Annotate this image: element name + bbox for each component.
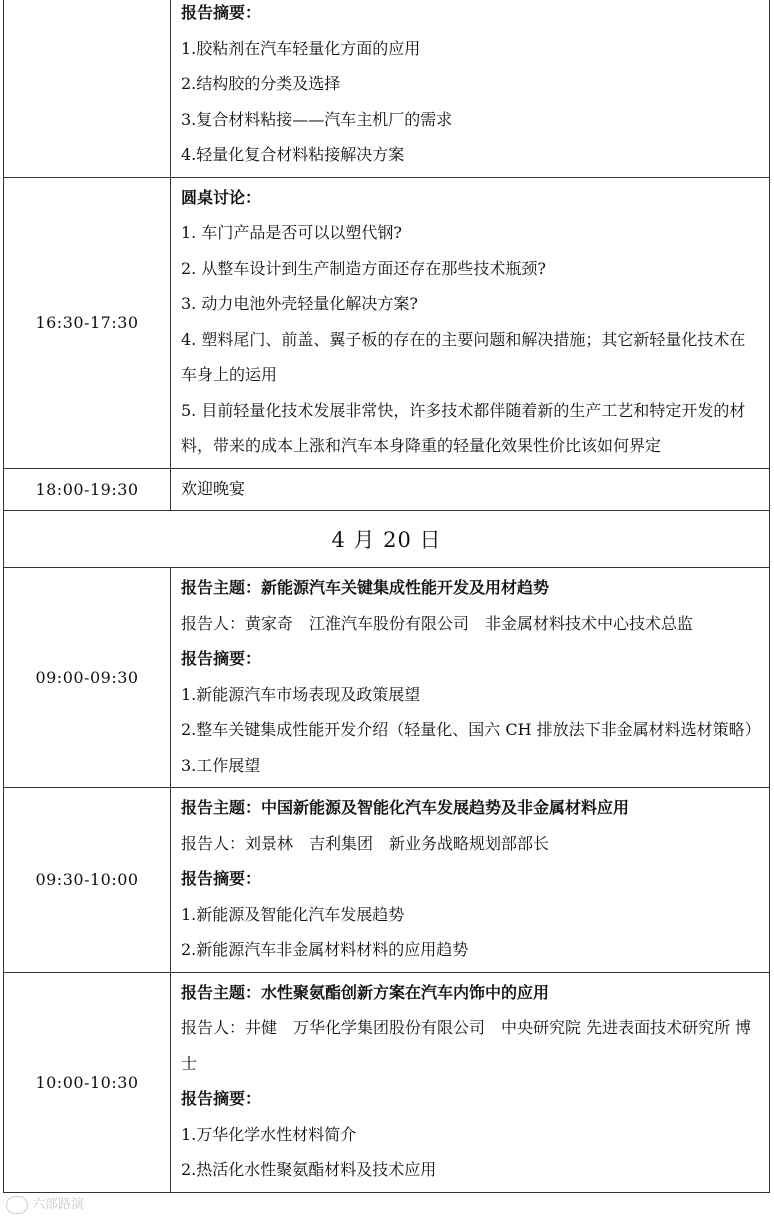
content-line: 3. 动力电池外壳轻量化解决方案? bbox=[181, 294, 418, 313]
schedule-row bbox=[4, 468, 770, 511]
content-cell bbox=[171, 0, 770, 177]
content-cell bbox=[171, 568, 770, 788]
section-heading: 报告主题：中国新能源及智能化汽车发展趋势及非金属材料应用 bbox=[181, 798, 630, 817]
time-cell: 18:00-19:30 bbox=[4, 468, 171, 511]
section-heading: 报告摘要： bbox=[181, 1089, 262, 1108]
speech-bubble-icon bbox=[6, 1196, 28, 1214]
content-line: 2.新能源汽车非金属材料材料的应用趋势 bbox=[181, 940, 469, 959]
watermark-text: 六部路演 bbox=[32, 1197, 85, 1212]
content-line: 5. 目前轻量化技术发展非常快，许多技术都伴随着新的生产工艺和特定开发的材料，带来的成本上涨和汽车本身降重的轻量化效果性价比该如何界定 bbox=[181, 400, 746, 455]
schedule-row bbox=[4, 788, 770, 973]
content-line: 报告人：刘景林 吉利集团 新业务战略规划部部长 bbox=[181, 833, 550, 853]
content-line: 1. 车门产品是否可以以塑代钢? bbox=[181, 223, 402, 242]
schedule-row bbox=[4, 0, 770, 177]
section-heading: 报告摘要： bbox=[181, 649, 262, 668]
content-line: 3.复合材料粘接——汽车主机厂的需求 bbox=[181, 109, 453, 129]
section-heading: 圆桌讨论： bbox=[181, 187, 262, 207]
schedule-table bbox=[3, 0, 770, 1193]
content-line: 2. 从整车设计到生产制造方面还存在那些技术瓶颈? bbox=[181, 258, 546, 278]
schedule-row bbox=[4, 177, 770, 468]
section-heading: 报告摘要： bbox=[181, 3, 262, 22]
content-cell bbox=[171, 468, 770, 511]
content-line: 1.新能源及智能化汽车发展趋势 bbox=[181, 904, 405, 924]
time-cell: 09:00-09:30 bbox=[4, 568, 171, 788]
section-heading: 报告摘要： bbox=[181, 869, 262, 888]
content-cell bbox=[171, 972, 770, 1192]
content-line: 2.热活化水性聚氨酯材料及技术应用 bbox=[181, 1160, 437, 1179]
content-line: 1.新能源汽车市场表现及政策展望 bbox=[181, 684, 421, 704]
watermark bbox=[6, 1193, 84, 1214]
content-line: 2.结构胶的分类及选择 bbox=[181, 74, 341, 93]
content-line: 1.胶粘剂在汽车轻量化方面的应用 bbox=[181, 38, 421, 58]
schedule-row bbox=[4, 568, 770, 788]
content-line: 4.轻量化复合材料粘接解决方案 bbox=[181, 145, 405, 164]
content-line: 欢迎晚宴 bbox=[181, 478, 246, 498]
content-cell bbox=[171, 177, 770, 468]
time-cell: 09:30-10:00 bbox=[4, 788, 171, 973]
schedule-row bbox=[4, 972, 770, 1192]
date-row bbox=[4, 511, 770, 568]
content-line: 4. 塑料尾门、前盖、翼子板的存在的主要问题和解决措施；其它新轻量化技术在车身上的运用 bbox=[181, 329, 746, 384]
section-heading: 报告主题：新能源汽车关键集成性能开发及用材趋势 bbox=[181, 578, 550, 597]
time-cell: 16:30-17:30 bbox=[4, 177, 171, 468]
time-cell: 10:00-10:30 bbox=[4, 972, 171, 1192]
section-heading: 报告主题：水性聚氨酯创新方案在汽车内饰中的应用 bbox=[181, 982, 550, 1002]
date-header: 4 月 20 日 bbox=[4, 511, 770, 568]
content-line: 2.整车关键集成性能开发介绍（轻量化、国六 CH 排放法下非金属材料选材策略） bbox=[181, 720, 761, 739]
content-line: 1.万华化学水性材料简介 bbox=[181, 1124, 357, 1144]
content-line: 报告人：井健 万华化学集团股份有限公司 中央研究院 先进表面技术研究所 博士 bbox=[181, 1018, 752, 1073]
content-line: 3.工作展望 bbox=[181, 755, 261, 775]
content-cell bbox=[171, 788, 770, 973]
time-cell bbox=[4, 0, 171, 177]
content-line: 报告人：黄家奇 江淮汽车股份有限公司 非金属材料技术中心技术总监 bbox=[181, 613, 694, 633]
